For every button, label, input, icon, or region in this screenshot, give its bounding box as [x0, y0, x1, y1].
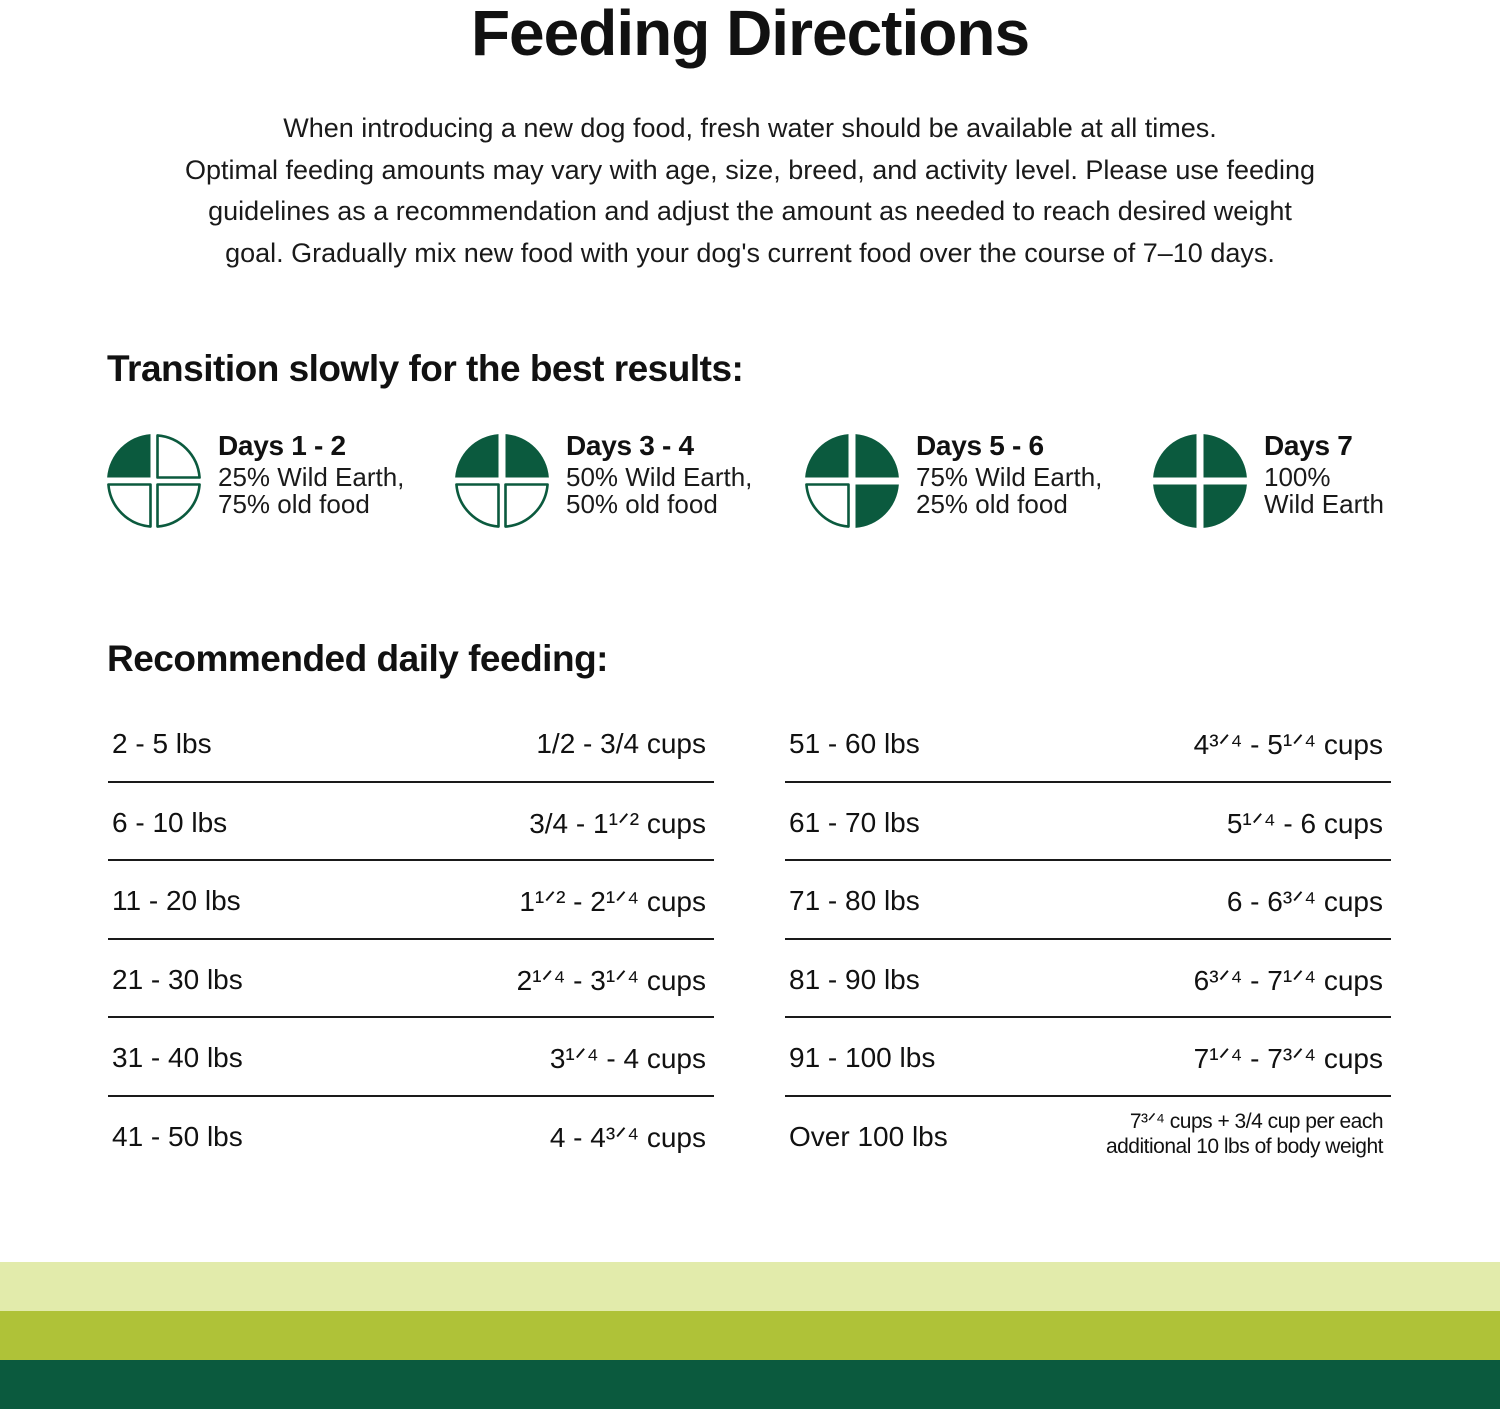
cup-amount	[1106, 1109, 1383, 1159]
cup-amount-line: additional 10 lbs of body weight	[1105, 1134, 1383, 1158]
cup-amount: 5¹ᐟ⁴ - 6 cups	[1226, 807, 1383, 839]
weight-range: 11 - 20 lbs	[112, 885, 241, 917]
transition-heading: Transition slowly for the best results:	[107, 348, 744, 389]
stage-title: Days 5 - 6	[916, 430, 1044, 461]
empty-quarter	[158, 435, 200, 477]
weight-range: 2 - 5 lbs	[112, 728, 212, 759]
filled-quarter	[107, 434, 150, 477]
half-circle-icon	[454, 433, 550, 529]
cup-amount: 7¹ᐟ⁴ - 7³ᐟ⁴ cups	[1193, 1043, 1383, 1075]
feeding-table-left	[108, 704, 714, 1176]
filled-quarter	[506, 434, 549, 477]
weight-range: 91 - 100 lbs	[789, 1042, 936, 1074]
weight-range: 81 - 90 lbs	[789, 963, 920, 995]
table-row	[785, 704, 1391, 783]
empty-quarter	[506, 485, 548, 527]
cup-amount-line: 7³ᐟ⁴ cups + 3/4 cup per each	[1129, 1109, 1383, 1133]
page-title: Feeding Directions	[470, 0, 1030, 69]
intro-line: When introducing a new dog food, fresh water should be available at all times.	[283, 113, 1217, 143]
table-row	[108, 783, 714, 862]
empty-quarter	[456, 485, 498, 527]
empty-quarter	[158, 485, 200, 527]
weight-range: 21 - 30 lbs	[112, 963, 243, 995]
stage-title: Days 1 - 2	[218, 430, 346, 461]
table-row	[108, 704, 714, 783]
quarter-circle-icon	[106, 433, 202, 529]
filled-quarter	[1153, 485, 1196, 528]
table-row	[108, 940, 714, 1019]
cup-amount: 6 - 6³ᐟ⁴ cups	[1226, 886, 1383, 918]
footer-band-dark	[0, 1360, 1500, 1409]
table-row	[108, 1097, 714, 1176]
cup-amount: 1¹ᐟ² - 2¹ᐟ⁴ cups	[519, 886, 706, 918]
filled-quarter	[1204, 434, 1247, 477]
cup-amount: 3/4 - 1¹ᐟ² cups	[529, 807, 706, 839]
stage-ratio-line: Wild Earth	[1264, 489, 1384, 519]
cup-amount: 3¹ᐟ⁴ - 4 cups	[549, 1043, 706, 1075]
stage-ratio-line: 75% Wild Earth,	[916, 462, 1103, 492]
full-circle-icon	[1152, 433, 1248, 529]
feeding-table-right	[785, 704, 1391, 1176]
weight-range: 41 - 50 lbs	[112, 1120, 243, 1152]
intro-line: Optimal feeding amounts may vary with age, size, breed, and activity level. Please use feeding	[184, 154, 1316, 185]
filled-quarter	[856, 434, 899, 477]
stage-ratio-line: 100%	[1264, 462, 1331, 492]
stage-ratio-line: 25% Wild Earth,	[218, 462, 405, 492]
weight-range: 31 - 40 lbs	[112, 1042, 243, 1074]
filled-quarter	[1204, 485, 1247, 528]
filled-quarter	[455, 434, 498, 477]
table-row	[108, 1018, 714, 1097]
cup-amount: 1/2 - 3/4 cups	[536, 728, 706, 759]
table-row	[785, 1018, 1391, 1097]
table-row	[108, 861, 714, 940]
table-row	[785, 861, 1391, 940]
stage-title: Days 3 - 4	[566, 430, 694, 461]
intro-paragraph	[80, 108, 1420, 274]
weight-range: Over 100 lbs	[789, 1120, 948, 1152]
stage-ratio-line: 50% Wild Earth,	[566, 462, 753, 492]
cup-amount: 4³ᐟ⁴ - 5¹ᐟ⁴ cups	[1193, 729, 1383, 760]
table-row	[785, 940, 1391, 1019]
stage-ratio-line: 25% old food	[916, 489, 1068, 519]
weight-range: 51 - 60 lbs	[789, 728, 920, 759]
stage-ratio-line: 50% old food	[566, 489, 718, 519]
cup-amount: 2¹ᐟ⁴ - 3¹ᐟ⁴ cups	[516, 964, 706, 996]
cup-amount: 6³ᐟ⁴ - 7¹ᐟ⁴ cups	[1193, 964, 1383, 996]
empty-quarter	[108, 485, 150, 527]
table-row	[785, 783, 1391, 862]
filled-quarter	[856, 485, 899, 528]
weight-range: 6 - 10 lbs	[112, 806, 228, 838]
stage-title: Days 7	[1264, 430, 1353, 461]
footer-band-mid	[0, 1311, 1500, 1361]
footer-band-light	[0, 1262, 1500, 1312]
three-quarter-circle-icon	[804, 433, 900, 529]
weight-range: 71 - 80 lbs	[789, 885, 920, 917]
intro-line: goal. Gradually mix new food with your dog's current food over the course of 7–10 days.	[225, 237, 1275, 268]
table-row	[785, 1097, 1391, 1176]
weight-range: 61 - 70 lbs	[789, 806, 920, 838]
filled-quarter	[1153, 434, 1196, 477]
stage-ratio-line: 75% old food	[218, 489, 370, 519]
feeding-heading: Recommended daily feeding:	[107, 638, 608, 679]
cup-amount: 4 - 4³ᐟ⁴ cups	[549, 1121, 706, 1153]
filled-quarter	[805, 434, 848, 477]
intro-line: guidelines as a recommendation and adjust the amount as needed to reach desired weight	[208, 196, 1292, 226]
empty-quarter	[806, 485, 848, 527]
